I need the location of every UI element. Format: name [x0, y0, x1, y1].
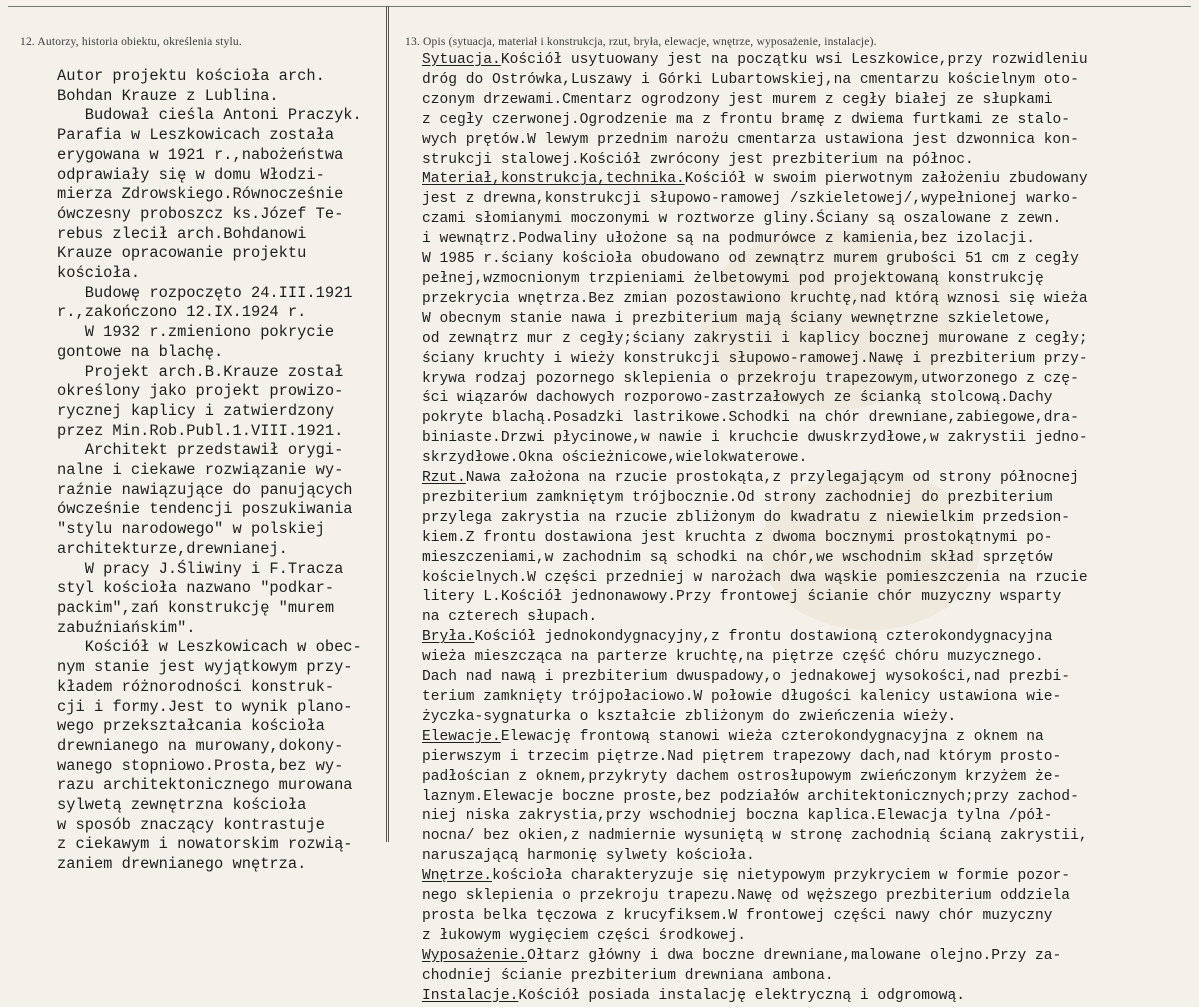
- paragraph-label: Wnętrze.: [422, 868, 493, 885]
- text-line: Architekt przedstawił orygi-: [57, 441, 344, 460]
- paragraph-label: Sytuacja.: [422, 52, 501, 68]
- paragraph-text: jest z drewna,konstrukcji słupowo-ramowej /szkieletowej/,wypełnionej warko- czami słomianymi moczonymi w roztworze gliny.Ściany są oszalowane z zewn. i wewnątrz.Podwaliny ułożone są na podmurówce z kamienia,bez izolacji. W 1985 r.ściany kościoła obudowano od zewnątrz murem grubości 51 cm z cegły pełnej,wzmocnionym trzpieniami żelbetowymi pod projektowaną konstrukcję przekrycia wnętrza.Bez zmian pozostawiono kruchtę,nad którą wznosi się wieża W obecnym stanie nawa i prezbiterium mają ściany wewnętrzne szkieletowe, od zewnątrz mur z cegły;ściany zakrystii i kaplicy bocznej murowane z cegły; ściany kruchty i wieży konstrukcji słupowo-ramowej.Nawę i prezbiterium przy- krywa rodzaj pozornego sklepienia o przekroju trapezowym,utworzonego z czę- ści wiązarów dachowych rozporowo-zastrzałowych ze ścianką stolcową.Dachy pokryte blachą.Posadzki lastrikowe.Schodki na chór drewniane,zabiegowe,dra- biniaste.Drzwi płycinowe,w nawie i kruchcie dwuskrzydłowe,w zakrystii jedno- skrzydłowe.Okna ościeżnicowe,wielokwaterowe.: [422, 191, 1088, 467]
- text-line: w sposób znaczący kontrastuje: [57, 815, 325, 834]
- paragraph-first-line: Kościół posiada instalację elektryczną i odgromową.: [518, 987, 965, 1004]
- text-line: packim",zań konstrukcję "murem: [57, 598, 335, 617]
- text-line: drewnianego na murowany,dokony-: [57, 736, 344, 755]
- section-13-body: [422, 51, 1088, 1007]
- paragraph-text: dróg do Ostrówka,Luszawy i Górki Lubartowskiej,na cmentarzu kościelnym oto- czonym drzewami.Cmentarz ogrodzony jest murem z cegły białej ze słupkami z cegły czerwonej.Ogrodzenie ma z frontu bramę z dwiema furtkami ze stalo- wych prętów.W lewym przednim narożu cmentarza ustawiona jest dzwonnica kon- strukcji stalowej.Kościół zwrócony jest prezbiterium na północ.: [422, 71, 1079, 168]
- text-line: ówczesny proboszcz ks.Józef Te-: [57, 204, 344, 223]
- section-12-body: [57, 67, 362, 875]
- text-line: Budował cieśla Antoni Praczyk.: [57, 106, 362, 125]
- text-line: z ciekawym i nowatorskim rozwią-: [57, 835, 353, 854]
- text-line: sylwetą zewnętrzna kościoła: [57, 796, 307, 815]
- paragraph-first-line: Ołtarz główny i dwa boczne drewniane,malowane olejno.Przy za-: [527, 947, 1062, 964]
- section-12-heading: 12. Autorzy, historia obiektu, określenia stylu.: [20, 36, 242, 48]
- text-line: gontowe na blachę.: [57, 342, 224, 361]
- text-line: ówcześnie tendencji poszukiwania: [57, 500, 353, 519]
- text-line: Autor projektu kościoła arch.: [57, 67, 325, 85]
- paragraph-text: pierwszym i trzecim piętrze.Nad piętrem trapezowy dach,nad którym prosto- padłościan z oknem,przykryty dachem ostrosłupowym zwieńczonym krzyżem że- laznym.Elewacje boczne proste,bez podziałów architektonicznych;przy zachod- niej niska zakrystia,przy wschodniej boczna kaplica.Elewacja tylna /pół- nocna/ bez okien,z nadmiernie wysuniętą w stronę zachodnią ścianą zakrystii, naruszającą harmonię sylwety kościoła.: [422, 748, 1088, 865]
- text-line: razu architektonicznego murowana: [57, 776, 353, 795]
- paragraph-first-line: Kościół usytuowany jest na początku wsi Leszkowice,przy rozwidleniu: [500, 52, 1088, 68]
- paragraph-first-line: Elewację frontową stanowi wieża czterokondygnacyjna z oknem na: [500, 728, 1044, 745]
- top-rule: [8, 6, 1191, 7]
- paragraph-text: chodniej ścianie prezbiterium drewniana ambona.: [422, 967, 834, 984]
- section-13-heading: 13. Opis (sytuacja, materiał i konstrukcja, rzut, bryła, elewacje, wnętrze, wyposażenie, instalacje).: [405, 36, 877, 48]
- text-line: mierza Zdrowskiego.Równocześnie: [57, 185, 344, 204]
- paragraph-text: wieża mieszcząca na parterze kruchtę,na piętrze część chóru muzycznego. Dach nad nawą i prezbiterium dwuspadowy,o jednakowej wysokości,nad prezbi- terium zamknięty trójpołaciowo.W połowie długości kalenicy ustawiona wie- życzka-sygnaturka o kształcie zbliżonym do zwieńczenia wieży.: [422, 649, 1071, 725]
- paragraph-first-line: Nawa założona na rzucie prostokąta,z przylegającym od strony północnej: [465, 470, 1079, 487]
- paragraph-label: Wyposażenie.: [422, 947, 528, 964]
- paragraph-text: nego sklepienia o przekroju trapezu.Nawę od węższego prezbiterium oddziela prosta belka tęczowa z krucyfiksem.W frontowej części nawy chór muzyczny z łukowym wygięciem części środkowej.: [422, 888, 1071, 944]
- paragraph-first-line: Kościół w swoim pierwotnym założeniu zbudowany: [684, 171, 1088, 188]
- text-line: Krauze opracowanie projektu: [57, 244, 307, 263]
- text-line: Budowę rozpoczęto 24.III.1921: [57, 283, 353, 302]
- text-line: przez Min.Rob.Publ.1.VIII.1921.: [57, 421, 344, 440]
- text-line: zaniem drewnianego wnętrza.: [57, 855, 307, 874]
- text-line: styl kościoła nazwano "podkar-: [57, 579, 335, 598]
- text-line: rebus zlecił arch.Bohdanowi: [57, 224, 307, 243]
- text-line: cji i formy.Jest to wynik plano-: [57, 697, 353, 716]
- text-line: odprawiały się w domu Włodzi-: [57, 165, 325, 184]
- text-line: nym stanie jest wyjątkowym przy-: [57, 658, 353, 677]
- text-line: kładem różnorodności konstruk-: [57, 677, 335, 696]
- paragraph-text: prezbiterium zamkniętym trójbocznie.Od strony zachodniej do prezbiterium przylega zakrystia na rzucie zbliżonym do kwadratu z niewielkim przedsion- kiem.Z frontu dostawiona jest kruchta z dwoma bocznymi prostokątnymi po- mieszczeniami,w zachodnim są schodki na chór,we wschodnim skład sprzętów kościelnych.W części przedniej w narożach dwa wąskie pomieszczenia na rzucie litery L.Kościół jednonawowy.Przy frontowej ścianie chór muzyczny wsparty na czterech słupach.: [422, 489, 1088, 626]
- text-line: rycznej kaplicy i zatwierdzony: [57, 401, 335, 420]
- text-line: "stylu narodowego" w polskiej: [57, 520, 325, 539]
- paragraph-label: Elewacje.: [422, 728, 501, 745]
- text-line: W 1932 r.zmieniono pokrycie: [57, 323, 335, 342]
- paragraph-first-line: Kościół jednokondygnacyjny,z frontu dostawioną czterokondygnacyjna: [474, 629, 1053, 646]
- text-line: zabuźniańskim".: [57, 618, 196, 637]
- column-divider: [386, 6, 389, 842]
- text-line: W pracy J.Śliwiny i F.Tracza: [57, 559, 344, 578]
- text-line: nalne i ciekawe rozwiązanie wy-: [57, 461, 344, 480]
- text-line: kościoła.: [57, 264, 141, 283]
- text-line: Bohdan Krauze z Lublina.: [57, 86, 279, 105]
- text-line: określony jako projekt prowizo-: [57, 382, 344, 401]
- text-line: Projekt arch.B.Krauze został: [57, 362, 344, 381]
- text-line: wego przekształcania kościoła: [57, 717, 325, 736]
- paragraph-label: Materiał,konstrukcja,technika.: [422, 171, 685, 188]
- paragraph-first-line: kościoła charakteryzuje się nietypowym przykryciem w formie pozor-: [492, 868, 1071, 885]
- text-line: r.,zakończono 12.IX.1924 r.: [57, 303, 307, 322]
- text-line: raźnie nawiązujące do panujących: [57, 480, 353, 499]
- paragraph-label: Instalacje.: [422, 987, 519, 1004]
- text-line: erygowana w 1921 r.,nabożeństwa: [57, 145, 344, 164]
- text-line: Parafia w Leszkowicach została: [57, 126, 335, 145]
- text-line: architekturze,drewnianej.: [57, 539, 288, 558]
- paragraph-label: Bryła.: [422, 629, 475, 646]
- paragraph-label: Rzut.: [422, 470, 466, 487]
- text-line: Kościół w Leszkowicach w obec-: [57, 638, 362, 657]
- text-line: wanego stopniowo.Prosta,bez wy-: [57, 756, 344, 775]
